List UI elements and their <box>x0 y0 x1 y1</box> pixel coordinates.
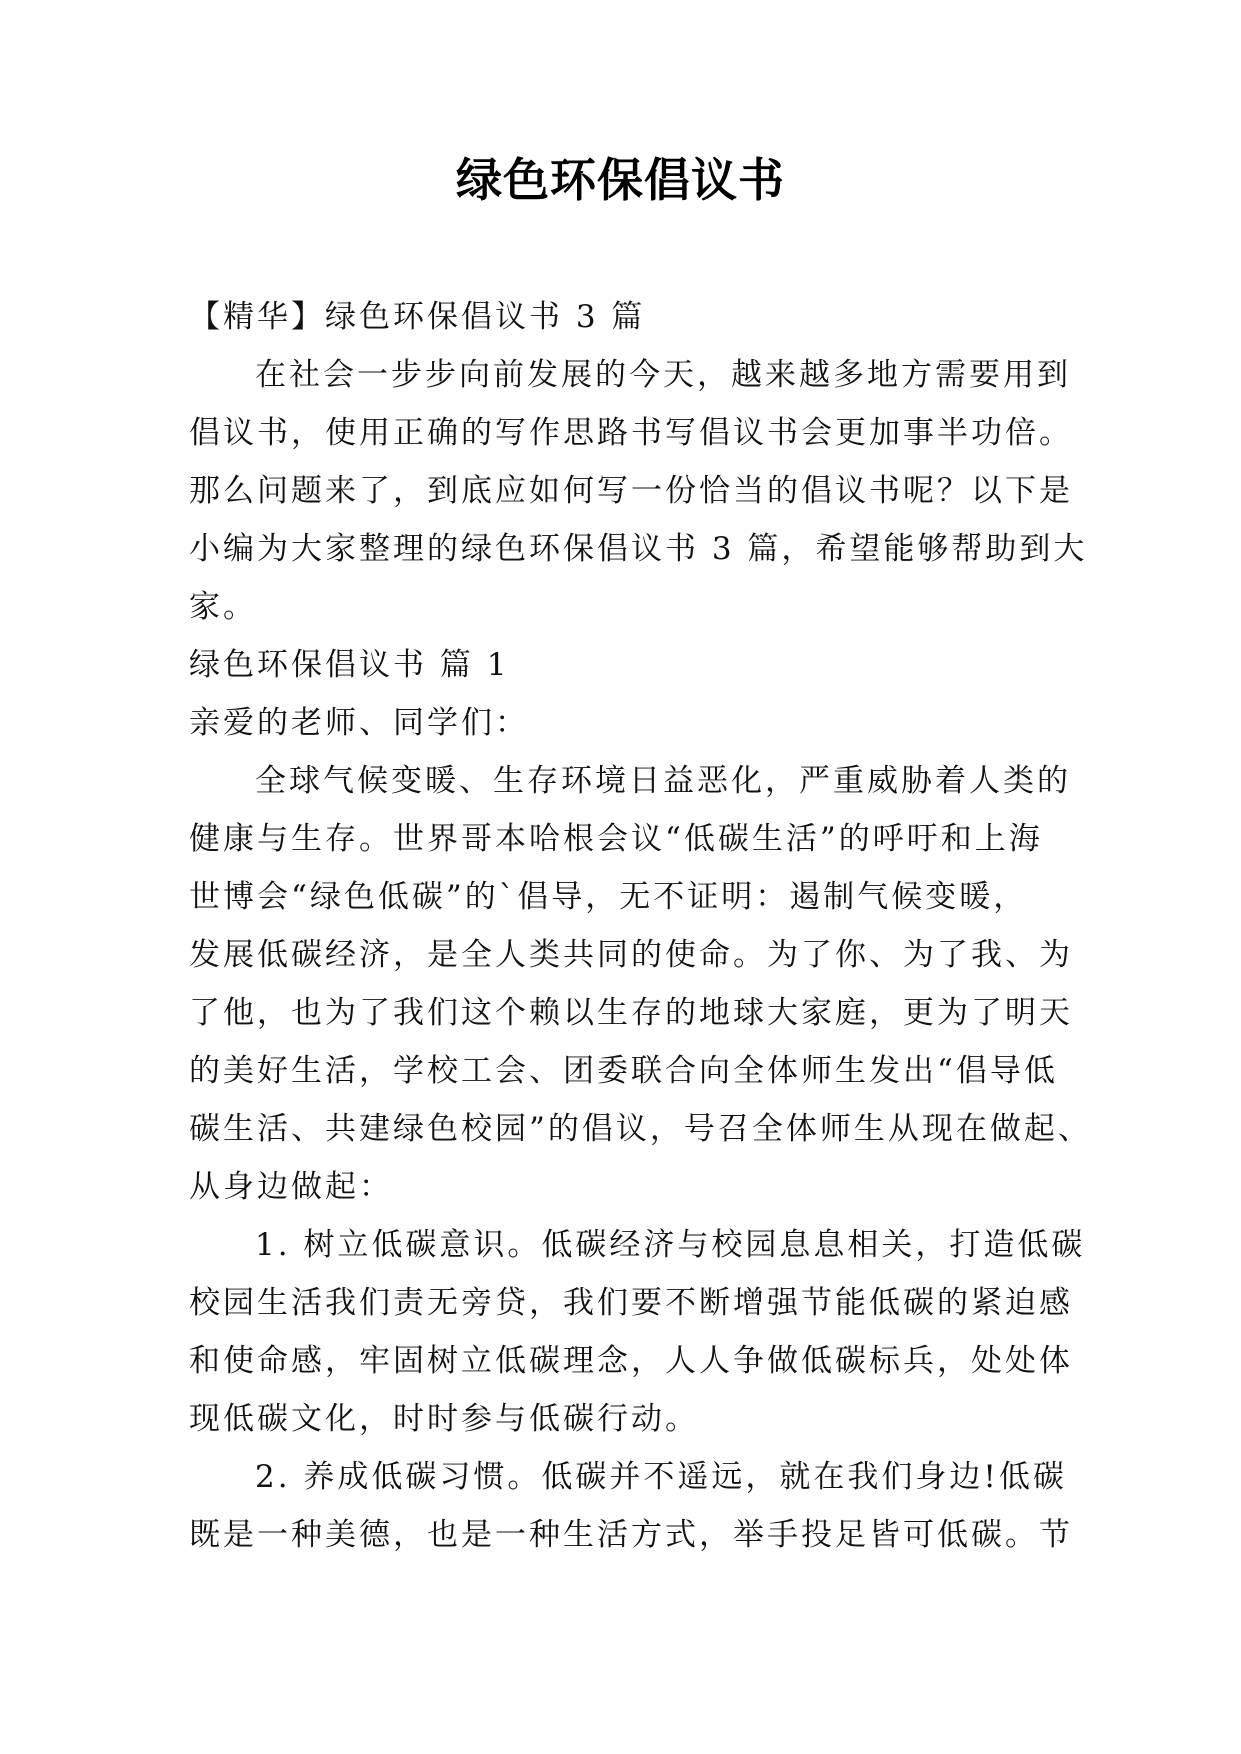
body-line: 在社会一步步向前发展的今天，越来越多地方需要用到 <box>255 357 1071 393</box>
body-line: 2. 养成低碳习惯。低碳并不遥远，就在我们身边!低碳 <box>255 1459 1067 1495</box>
body-line: 世博会“绿色低碳”的`倡导，无不证明：遏制气候变暖， <box>189 879 1028 915</box>
body-line: 小编为大家整理的绿色环保倡议书 3 篇，希望能够帮助到大 <box>189 531 1088 567</box>
body-line: 和使命感，牢固树立低碳理念，人人争做低碳标兵，处处体 <box>189 1343 1073 1379</box>
document-title: 绿色环保倡议书 <box>456 153 785 207</box>
body-line: 健康与生存。世界哥本哈根会议“低碳生活”的呼吁和上海 <box>189 821 1043 857</box>
section-heading: 绿色环保倡议书 篇 1 <box>189 647 510 683</box>
body-line: 全球气候变暖、生存环境日益恶化，严重威胁着人类的 <box>255 763 1071 799</box>
body-line: 既是一种美德，也是一种生活方式，举手投足皆可低碳。节 <box>189 1517 1073 1553</box>
body-line: 了他，也为了我们这个赖以生存的地球大家庭，更为了明天 <box>189 995 1073 1031</box>
body-line: 校园生活我们责无旁贷，我们要不断增强节能低碳的紧迫感 <box>189 1285 1073 1321</box>
body-line: 发展低碳经济，是全人类共同的使命。为了你、为了我、为 <box>189 937 1073 973</box>
body-line: 从身边做起： <box>189 1169 393 1205</box>
body-line: 那么问题来了，到底应如何写一份恰当的倡议书呢？以下是 <box>189 473 1073 509</box>
body-line: 【精华】绿色环保倡议书 3 篇 <box>189 299 646 335</box>
body-line: 现低碳文化，时时参与低碳行动。 <box>189 1401 699 1437</box>
document-body <box>189 288 1092 1564</box>
body-line: 的美好生活，学校工会、团委联合向全体师生发出“倡导低 <box>189 1053 1058 1089</box>
body-line: 家。 <box>189 589 257 625</box>
body-line: 碳生活、共建绿色校园”的倡议，号召全体师生从现在做起、 <box>189 1111 1092 1147</box>
body-line: 倡议书，使用正确的写作思路书写倡议书会更加事半功倍。 <box>189 415 1073 451</box>
body-line: 1. 树立低碳意识。低碳经济与校园息息相关，打造低碳 <box>255 1227 1086 1263</box>
salutation: 亲爱的老师、同学们： <box>189 705 529 741</box>
